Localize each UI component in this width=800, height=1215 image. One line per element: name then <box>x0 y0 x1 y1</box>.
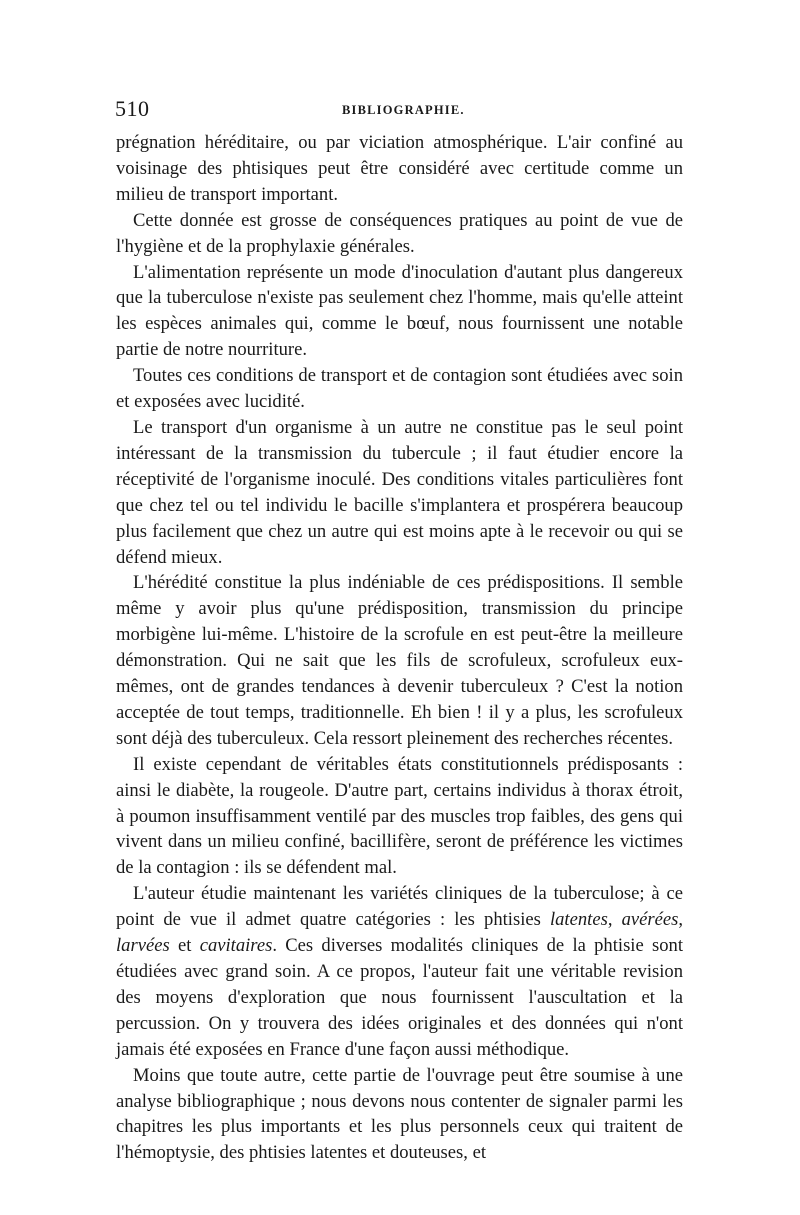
running-title: BIBLIOGRAPHIE. <box>342 103 465 117</box>
paragraph-4: Toutes ces conditions de transport et de contagion sont étudiées avec soin et exposées avec lucidité. <box>116 365 683 413</box>
term-cavitaires: cavitaires <box>199 935 273 957</box>
term-larvees: larvées <box>116 935 170 957</box>
paragraph-7: Il existe cependant de véritables états constitutionnels prédisposants : ainsi le diabète, la rougeole. D'autre part, certains individus à thorax étroit, à poumon insuffisamment ventilé par des muscles trop faibles, des gens qui vivent dans un milieu confiné, bacillifère, seront de préférence les victimes de la contagion : ils se défendent mal. <box>116 753 683 879</box>
paragraph-8-text-after: . Ces diverses modalités cliniques de la phtisie sont étudiées avec grand soin. A ce propos, l'auteur fait une véritable revision des moyens d'exploration que nous fournissent l'auscultation et la percussion. On y trouvera des idées originales et des données qui n'ont jamais été exposées en France d'une façon aussi méthodique. <box>116 935 683 1060</box>
separator: , <box>607 909 622 931</box>
paragraph-3: L'alimentation représente un mode d'inoculation d'autant plus dangereux que la tuberculose n'existe pas seulement chez l'homme, mais qu'elle atteint les espèces animales qui, comme le bœuf, nous fournissent une notable partie de notre nourriture. <box>116 261 683 361</box>
paragraph-8-text-before: L'auteur étudie maintenant les variétés cliniques de la tuberculose; à ce point de vue il admet quatre catégories : les phtisies <box>116 883 683 931</box>
paragraph-5: Le transport d'un organisme à un autre ne constitue pas le seul point intéressant de la transmission du tubercule ; il faut étudier encore la réceptivité de l'organisme inoculé. Des conditions vitales particulières font que chez tel ou tel individu le bacille s'implantera et prospérera beaucoup plus facilement que chez un autre qui est moins apte à le recevoir ou qui se défend mieux. <box>116 416 683 568</box>
separator: et <box>169 935 200 957</box>
paragraph-6: L'hérédité constitue la plus indéniable de ces prédispositions. Il semble même y avoir plus qu'une prédisposition, transmission du principe morbigène lui-même. L'histoire de la scrofule en est peut-être la meilleure démonstration. Qui ne sait que les fils de scrofuleux, scrofuleux eux-mêmes, ont de grandes tendances à devenir tuberculeux ? C'est la notion acceptée de tout temps, traditionnelle. Eh bien ! il y a plus, les scrofuleux sont déjà des tuberculeux. Cela ressort pleinement des recherches récentes. <box>116 572 683 749</box>
paragraph-1: prégnation héréditaire, ou par viciation atmosphérique. L'air confiné au voisinage des phtisiques peut être considéré avec certitude comme un milieu de transport important. <box>116 132 683 205</box>
separator: , <box>678 909 684 931</box>
term-latentes: latentes <box>549 909 608 931</box>
running-head <box>115 96 685 126</box>
term-averees: avérées <box>621 909 679 931</box>
paragraph-9: Moins que toute autre, cette partie de l'ouvrage peut être soumise à une analyse bibliographique ; nous devons nous contenter de signaler parmi les chapitres les plus importants et les plus personnels ceux qui traitent de l'hémoptysie, des phtisies latentes et douteuses, et <box>116 1064 683 1164</box>
paragraph-8 <box>116 881 683 1062</box>
page-number: 510 <box>115 96 150 121</box>
body-text <box>116 130 683 1166</box>
paragraph-2: Cette donnée est grosse de conséquences pratiques au point de vue de l'hygiène et de la prophylaxie générales. <box>116 209 683 257</box>
